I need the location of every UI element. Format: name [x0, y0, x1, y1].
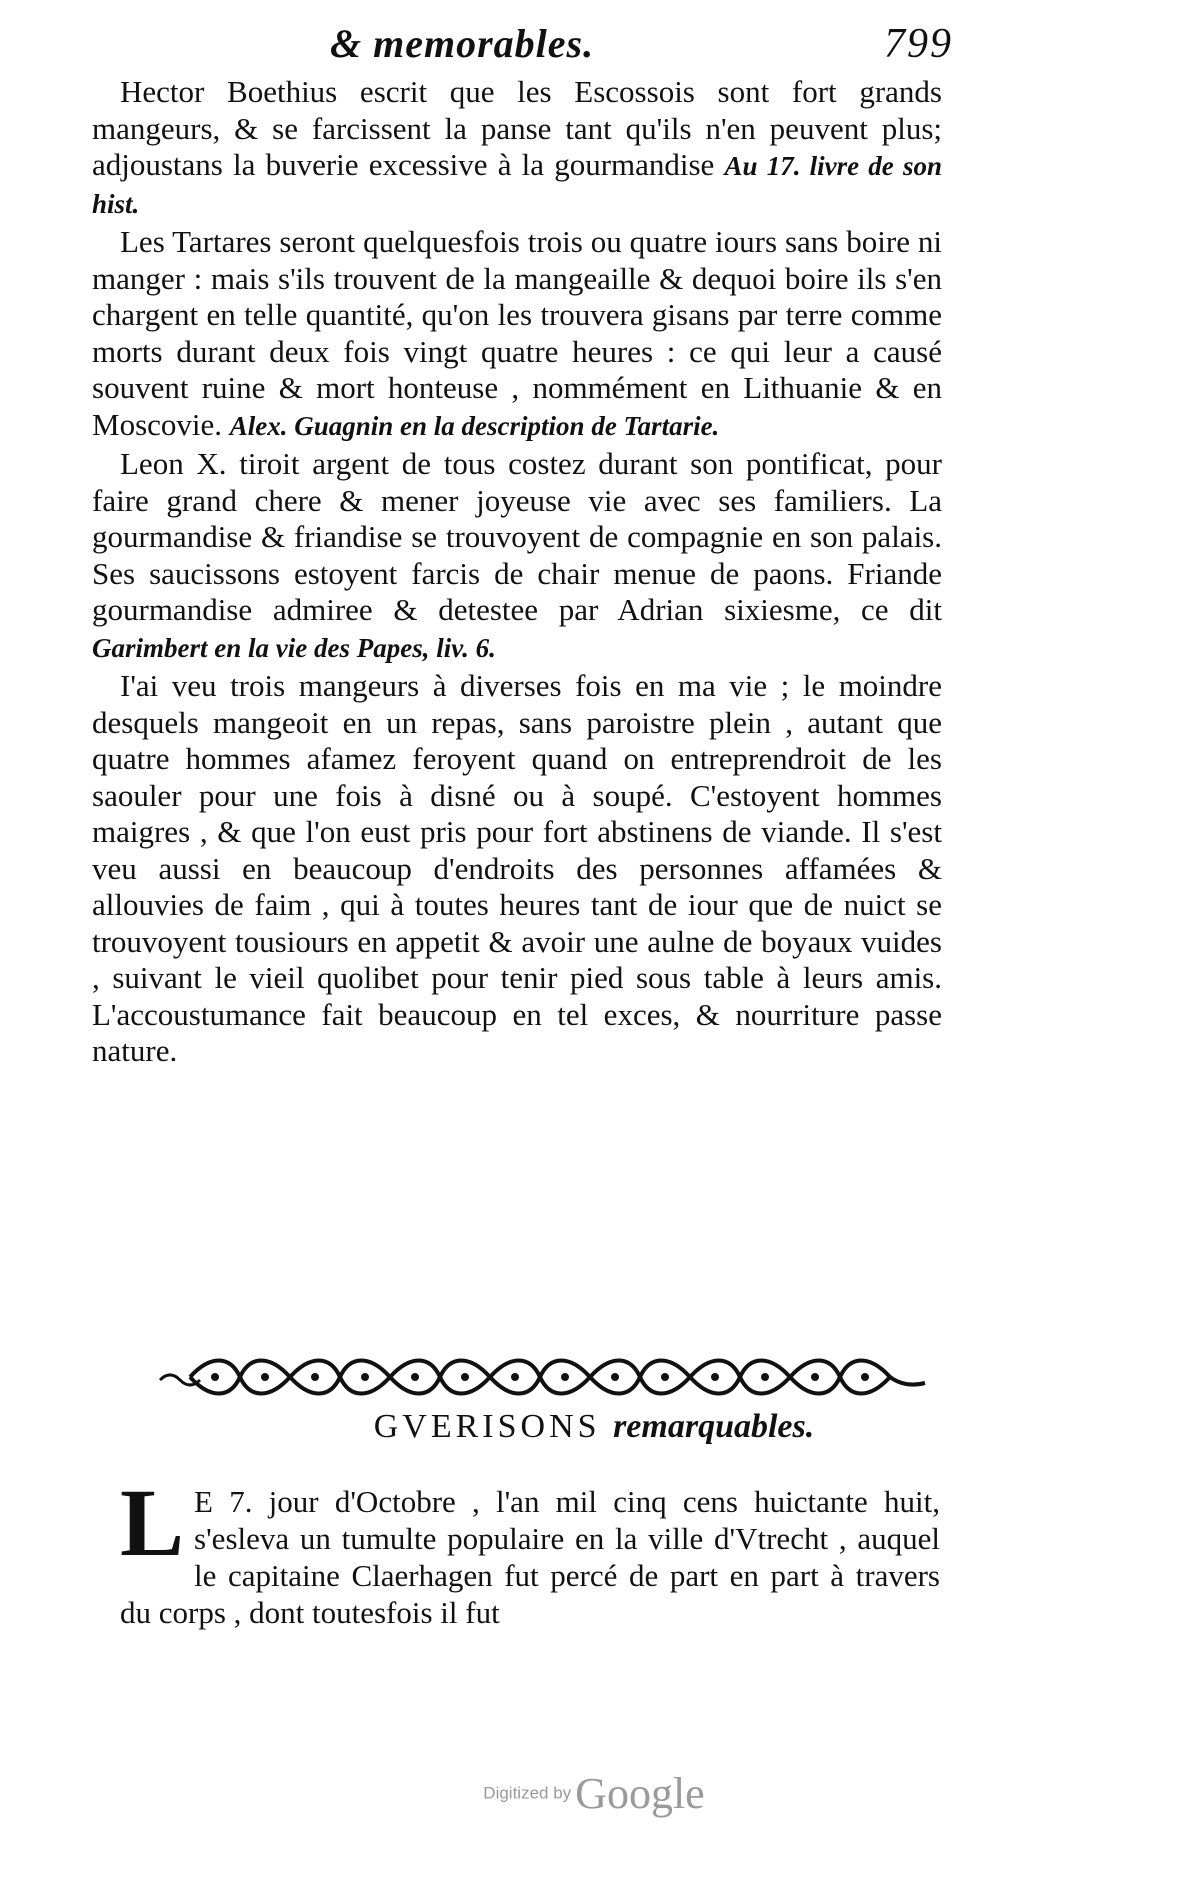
digitized-label: Digitized by [483, 1783, 572, 1803]
paragraph-mangeurs [92, 668, 942, 1070]
opening-paragraph [120, 1469, 940, 1631]
digitized-watermark [0, 1768, 1188, 1819]
running-title: & memorables. [330, 21, 595, 66]
section-heading [0, 1408, 1188, 1446]
ornament-divider [150, 1350, 930, 1404]
citation: Alex. Guagnin en la description de Tartarie. [229, 410, 720, 441]
google-wordmark: Google [575, 1769, 705, 1818]
citation: Au 17. livre de son hist. [92, 151, 942, 219]
paragraph-text: I'ai veu trois mangeurs à diverses fois en ma vie ; le moindre desquels mangeoit en un repas, sans paroistre plein , autant que quatre hommes afamez feroyent quand on entreprendroit de les saouler pour une fois à disné ou à soupé. C'estoyent hommes maigres , & que l'on eust pris pour fort abstinens de viande. Il s'est veu aussi en beaucoup d'endroits des personnes affamées & allouvies de faim , qui à toutes heures tant de iour que de nuict se trouvoyent tousiours en appetit & avoir une aulne de boyaux vuides , suivant le vieil quolibet pour tenir pied sous table à leurs amis. L'accoustumance fait beaucoup en tel exces, & nourriture passe nature. [92, 668, 942, 1068]
paragraph-text: Les Tartares seront quelquesfois trois ou quatre iours sans boire ni manger : mais s'ils trouvent de la mangeaille & dequoi boire ils s'en chargent en telle quantité, qu'on les trouvera gisans par terre comme morts durant deux fois vingt quatre heures : ce qui leur a causé souvent ruine & mort honteuse , nommément en Lithuanie & en Moscovie. [92, 224, 942, 442]
paragraph-text: Hector Boethius escrit que les Escossois sont fort grands mangeurs, & se farcissent la panse tant qu'ils n'en peuvent plus; adjoustans la buverie excessive à la gourmandise [92, 74, 942, 182]
paragraph-tartares [92, 224, 942, 444]
opening-text: E 7. jour d'Octobre , l'an mil cinq cens huictante huit, s'esleva un tumulte populaire en la ville d'Vtrecht , auquel le capitaine Claerhagen fut percé de part en part à travers du corps , dont toutesfois il fut [120, 1484, 940, 1630]
main-text [92, 74, 942, 1072]
section-title-italic: remarquables. [613, 1408, 815, 1445]
paragraph-boethius [92, 74, 942, 222]
section-title-caps: GVERISONS [373, 1408, 601, 1445]
drop-cap: L [120, 1469, 185, 1576]
paragraph-text: Leon X. tiroit argent de tous costez durant son pontificat, pour faire grand chere & mener joyeuse vie avec ses familiers. La gourmandise & friandise se trouvoyent de compagnie en son palais. Ses saucissons estoyent farcis de chair menue de paons. Friande gourmandise admiree & detestee par Adrian sixiesme, ce dit [92, 446, 942, 627]
paragraph-leon-x [92, 446, 942, 666]
citation: Garimbert en la vie des Papes, liv. 6. [92, 632, 496, 663]
running-header [100, 20, 953, 75]
page-number: 799 [884, 21, 953, 67]
